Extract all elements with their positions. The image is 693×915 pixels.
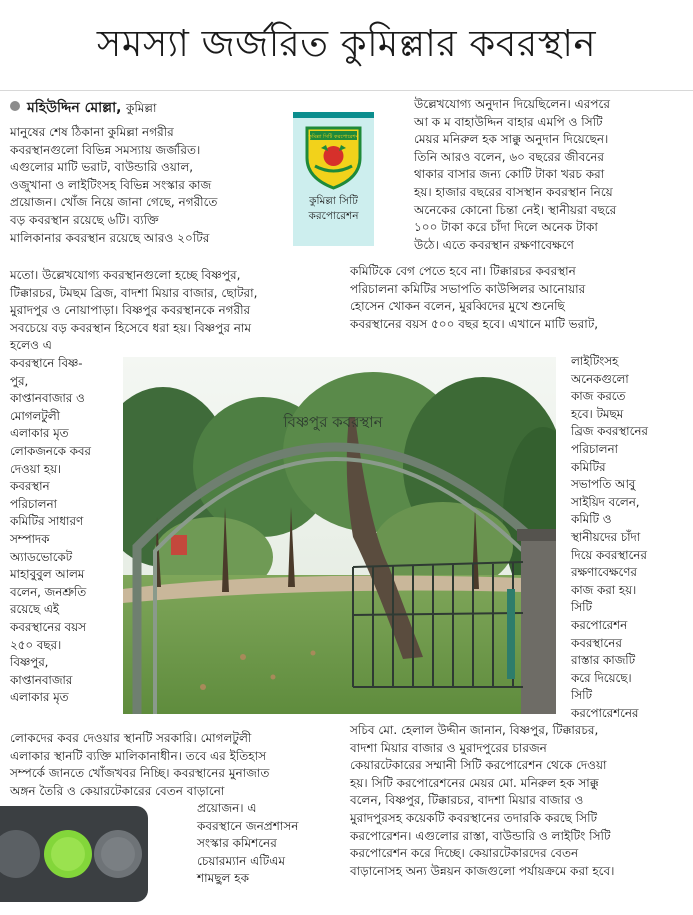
column-bottom-left: লোকদের কবর দেওয়ার স্থানটি সরকারি। মোগলটুলী এলাকার স্থানটি ব্যক্তি মালিকানাধীন। তবে এর ইতিহাস সম্পর্কে জানতে খোঁজখবর নিচ্ছি। কবরস্থানের মুনাজাত অঙ্গন তৈরি ও কেয়ারটেকারের বেতন বাড়ানো <box>10 731 270 798</box>
traffic-light-graphic <box>0 806 148 902</box>
graveyard-gate-illustration <box>123 357 556 714</box>
gate-sign-text: বিষ্ণপুর কবরস্থান <box>283 413 383 431</box>
column-intro: মানুষের শেষ ঠিকানা কুমিল্লা নগরীর কবরস্থানগুলো বিভিন্ন সমস্যায় জর্জরিত। এগুলোর মাটি ভরাট, বাউন্ডারি ওয়াল, ওজুখানা ও লাইটিংসহ বিভিন্ন সংস্কার কাজ প্রয়োজন। খোঁজ নিয়ে জানা গেছে, নগরীতে বড় কবরস্থান রয়েছে ৬টি। ব্যক্তি মালিকানার কবরস্থান রয়েছে আরও ২০টির <box>10 125 218 245</box>
column-bottom-right: সচিব মো. হেলাল উদ্দীন জানান, বিষ্ণপুর, টিক্কারচর, বাদশা মিয়ার বাজার ও মুরাদপুরের চারজন কেয়ারটেকারের সম্মানী সিটি করপোরেশন থেকে দেওয়া হয়। সিটি করপোরেশনের মেয়র মো. মনিরুল হক সাক্কু বলেন, বিষ্ণপুর, টিক্কারচর, বাদশা মিয়ার বাজার ও মুরাদপুরসহ কয়েকটি কবরস্থানের তদারকি করছে সিটি করপোরেশন। এগুলোর রাস্তা, বাউন্ডারি ও লাইটিং সিটি করপোরেশন করে দিচ্ছে। কেয়ারটেকারদের বেতন বাড়ানোসহ অন্য উন্নয়ন কাজগুলো পর্যায়ক্রমে করা হবে। <box>350 723 615 878</box>
column-left-narrow: কবরস্থানে বিষ্ণ- পুর, কাপ্তানবাজার ও মোগলটুলী এলাকার মৃত লোকজনকে কবর দেওয়া হয়। কবরস্থান পরিচালনা কমিটির সাধারণ সম্পাদক অ্যাডভোকেট মাহাবুবুল আলম বলেন, জনশ্রুতি রয়েছে এই কবরস্থানের বয়স ২৫০ বছর। বিষ্ণপুর, কাপ্তানবাজার এলাকার মৃত <box>10 356 91 705</box>
column-right-top: উল্লেখযোগ্য অনুদান দিয়েছিলেন। এরপরে আ ক ম বাহাউদ্দিন বাহার এমপি ও সিটি মেয়র মনিরুল হক সাক্কু অনুদান দিয়েছেন। তিনি আরও বলেন, ৬০ বছরের জীবনের থাকার বাসার জন্য কোটি টাকা খরচ করা হয়। হাজার বছরের বাসস্থান কবরস্থান নিয়ে অনেকের কোনো চিন্তা নেই। স্থানীয়রা বছরে ১০০ টাকা করে চাঁদা দিলে অনেক টাকা উঠে। এতে কবরস্থান রক্ষণাবেক্ষণে <box>414 97 617 252</box>
byline-location: কুমিল্লা <box>125 101 157 115</box>
byline <box>10 99 156 117</box>
emblem-text: কুমিল্লা সিটি করপোরেশন <box>308 134 359 140</box>
bullet-icon <box>10 101 20 111</box>
city-corporation-emblem-icon <box>293 118 374 194</box>
headline-divider <box>0 90 693 91</box>
city-corporation-logo-box <box>293 112 374 246</box>
headline: সমস্যা জর্জরিত কুমিল্লার কবরস্থান <box>96 22 597 65</box>
logo-caption: কুমিল্লা সিটি করপোরেশন <box>308 195 359 222</box>
author-name: মহিউদ্দিন মোল্লা, <box>27 100 122 116</box>
column-right-narrow: লাইটিংসহ অনেকগুলো কাজ করতে হবে। টমছম ব্রিজ কবরস্থানের পরিচালনা কমিটির সভাপতি আবু সাইয়িদ বলেন, কমিটি ও স্থানীয়দের চাঁদা দিয়ে কবরস্থানের রক্ষণাবেক্ষণের কাজ করা হয়। সিটি করপোরেশন কবরস্থানের রাস্তার কাজটি করে দিয়েছে। সিটি করপোরেশনের <box>571 354 648 720</box>
graveyard-gate-photo <box>123 357 556 714</box>
traffic-light-icon <box>0 806 148 902</box>
column-bottom-mid: প্রয়োজন। এ কবরস্থানে জনপ্রশাসন সংস্কার কমিশনের চেয়ারম্যান এটিএম শামছুল হক <box>197 801 299 886</box>
column-right-wide: কমিটিকে বেগ পেতে হবে না। টিক্কারচর কবরস্থান পরিচালনা কমিটির সভাপতি কাউন্সিলর আনোয়ার হোসেন খোকন বলেন, মুরব্বিদের মুখে শুনেছি কবরস্থানের বয়স ৫০০ বছর হবে। এখানে মাটি ভরাট, <box>350 264 599 331</box>
column-intro-wide: মতো। উল্লেখযোগ্য কবরস্থানগুলো হচ্ছে বিষ্ণপুর, টিক্কারচর, টমছম ব্রিজ, বাদশা মিয়ার বাজার, ছোটরা, মুরাদপুর ও নোয়াপাড়া। বিষ্ণপুর কবরস্থানকে নগরীর সবচেয়ে বড় কবরস্থান হিসেবে ধরা হয়। বিষ্ণপুর নাম হলেও এ <box>10 268 258 353</box>
